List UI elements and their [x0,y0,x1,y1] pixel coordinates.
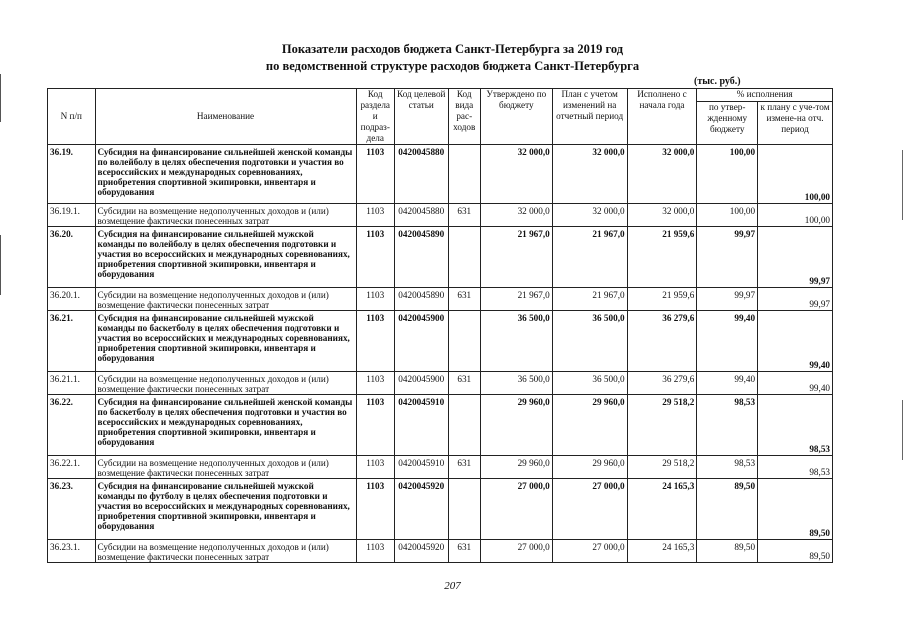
header-pct-group: % исполнения [697,89,833,102]
row-plan: 27 000,0 [552,540,627,563]
row-expense-type [448,479,480,540]
row-number: 36.21. [48,311,96,372]
row-executed: 36 279,6 [627,311,697,372]
row-name: Субсидия на финансирование сильнейшей женской команды по волейболу в целях обеспечения подготовки и участия во всероссийских и международных соревнованиях, приобретения спортивной экипировки, инвентаря и оборудования [95,145,356,204]
scan-edge-line [902,400,903,460]
row-target-code: 0420045890 [394,288,448,311]
row-pct-approved: 89,50 [697,540,758,563]
table-row [48,479,833,540]
row-pct-plan: 100,00 [758,145,833,204]
row-number: 36.20.1. [48,288,96,311]
row-number: 36.19. [48,145,96,204]
row-number: 36.23. [48,479,96,540]
row-expense-type: 631 [448,540,480,563]
row-plan: 21 967,0 [552,227,627,288]
row-pct-plan: 89,50 [758,540,833,563]
row-plan: 36 500,0 [552,372,627,395]
row-executed: 36 279,6 [627,372,697,395]
row-approved: 21 967,0 [480,288,552,311]
document-title: Показатели расходов бюджета Санкт-Петербурга за 2019 год [281,42,624,56]
row-pct-plan: 99,40 [758,311,833,372]
table-row [48,372,833,395]
row-approved: 32 000,0 [480,145,552,204]
row-expense-type: 631 [448,456,480,479]
row-executed: 32 000,0 [627,204,697,227]
table-row [48,456,833,479]
row-expense-type [448,145,480,204]
scan-edge-line [902,150,903,220]
row-name: Субсидия на финансирование сильнейшей женской команды по баскетболу в целях обеспечения подготовки и участия во всероссийских и международных соревнованиях, приобретения спортивной экипировки, инвентаря и оборудования [95,395,356,456]
row-pct-plan: 98,53 [758,395,833,456]
row-approved: 29 960,0 [480,456,552,479]
row-expense-type: 631 [448,288,480,311]
budget-table [47,88,833,563]
row-name: Субсидии на возмещение недополученных доходов и (или) возмещение фактически понесенных затрат [95,288,356,311]
row-executed: 29 518,2 [627,456,697,479]
row-pct-plan: 99,97 [758,288,833,311]
row-pct-approved: 98,53 [697,395,758,456]
row-pct-approved: 99,97 [697,288,758,311]
row-target-code: 0420045890 [394,227,448,288]
page-number: 207 [444,580,461,592]
row-approved: 21 967,0 [480,227,552,288]
row-pct-approved: 99,40 [697,372,758,395]
row-name: Субсидия на финансирование сильнейшей мужской команды по футболу в целях обеспечения подготовки и участия во всероссийских и международных соревнованиях, приобретения спортивной экипировки, инвентаря и оборудования [95,479,356,540]
row-pct-plan: 98,53 [758,456,833,479]
row-razdel-code: 1103 [356,395,394,456]
row-approved: 36 500,0 [480,372,552,395]
row-approved: 29 960,0 [480,395,552,456]
table-row [48,204,833,227]
row-pct-approved: 99,40 [697,311,758,372]
row-name: Субсидия на финансирование сильнейшей мужской команды по баскетболу в целях обеспечения подготовки и участия во всероссийских и международных соревнованиях, приобретения спортивной экипировки, инвентаря и оборудования [95,311,356,372]
row-razdel-code: 1103 [356,227,394,288]
row-razdel-code: 1103 [356,540,394,563]
header-vr: Код вида рас-ходов [448,89,480,145]
row-razdel-code: 1103 [356,311,394,372]
row-name: Субсидии на возмещение недополученных доходов и (или) возмещение фактически понесенных затрат [95,372,356,395]
row-pct-approved: 100,00 [697,145,758,204]
row-razdel-code: 1103 [356,288,394,311]
row-expense-type [448,395,480,456]
row-pct-approved: 99,97 [697,227,758,288]
row-plan: 29 960,0 [552,456,627,479]
header-approved: Утверждено по бюджету [480,89,552,145]
header-plan: План с учетом изменений на отчетный период [552,89,627,145]
row-number: 36.20. [48,227,96,288]
row-name: Субсидии на возмещение недополученных доходов и (или) возмещение фактически понесенных затрат [95,540,356,563]
row-number: 36.22.1. [48,456,96,479]
table-row [48,227,833,288]
unit-label: (тыс. руб.) [694,76,741,87]
row-executed: 29 518,2 [627,395,697,456]
row-plan: 32 000,0 [552,145,627,204]
table-row [48,288,833,311]
row-razdel-code: 1103 [356,456,394,479]
row-expense-type: 631 [448,372,480,395]
row-pct-plan: 99,97 [758,227,833,288]
row-number: 36.19.1. [48,204,96,227]
row-target-code: 0420045900 [394,372,448,395]
row-target-code: 0420045920 [394,479,448,540]
row-pct-plan: 100,00 [758,204,833,227]
scan-edge-line [0,235,1,295]
row-name: Субсидии на возмещение недополученных доходов и (или) возмещение фактически понесенных затрат [95,204,356,227]
row-pct-approved: 89,50 [697,479,758,540]
row-executed: 24 165,3 [627,479,697,540]
row-target-code: 0420045880 [394,145,448,204]
row-number: 36.23.1. [48,540,96,563]
header-pct-plan: к плану с уче-том измене-на отч. период [758,102,833,145]
header-name: Наименование [95,89,356,145]
row-pct-approved: 98,53 [697,456,758,479]
row-executed: 32 000,0 [627,145,697,204]
header-razdel: Код раздела и подраз-дела [356,89,394,145]
row-expense-type [448,311,480,372]
scan-edge-line [0,74,1,122]
header-executed: Исполнено с начала года [627,89,697,145]
row-target-code: 0420045900 [394,311,448,372]
row-razdel-code: 1103 [356,204,394,227]
row-approved: 36 500,0 [480,311,552,372]
table-row [48,540,833,563]
row-plan: 29 960,0 [552,395,627,456]
row-plan: 27 000,0 [552,479,627,540]
table-row [48,395,833,456]
header-pct-approved: по утвер-жденному бюджету [697,102,758,145]
row-number: 36.22. [48,395,96,456]
row-approved: 27 000,0 [480,479,552,540]
row-target-code: 0420045910 [394,395,448,456]
row-target-code: 0420045880 [394,204,448,227]
row-razdel-code: 1103 [356,145,394,204]
row-executed: 21 959,6 [627,288,697,311]
row-plan: 21 967,0 [552,288,627,311]
table-row [48,311,833,372]
row-expense-type: 631 [448,204,480,227]
row-pct-plan: 99,40 [758,372,833,395]
row-pct-plan: 89,50 [758,479,833,540]
row-approved: 32 000,0 [480,204,552,227]
row-razdel-code: 1103 [356,372,394,395]
row-executed: 24 165,3 [627,540,697,563]
document-subtitle: по ведомственной структуре расходов бюджета Санкт-Петербурга [265,59,640,73]
row-name: Субсидия на финансирование сильнейшей мужской команды по волейболу в целях обеспечения подготовки и участия во всероссийских и международных соревнованиях, приобретения спортивной экипировки, инвентаря и оборудования [95,227,356,288]
table-row [48,145,833,204]
row-plan: 36 500,0 [552,311,627,372]
row-expense-type [448,227,480,288]
header-num: N п/п [48,89,96,145]
row-target-code: 0420045910 [394,456,448,479]
row-razdel-code: 1103 [356,479,394,540]
header-cs: Код целевой статьи [394,89,448,145]
row-target-code: 0420045920 [394,540,448,563]
row-number: 36.21.1. [48,372,96,395]
row-name: Субсидии на возмещение недополученных доходов и (или) возмещение фактически понесенных затрат [95,456,356,479]
row-pct-approved: 100,00 [697,204,758,227]
row-executed: 21 959,6 [627,227,697,288]
row-plan: 32 000,0 [552,204,627,227]
row-approved: 27 000,0 [480,540,552,563]
